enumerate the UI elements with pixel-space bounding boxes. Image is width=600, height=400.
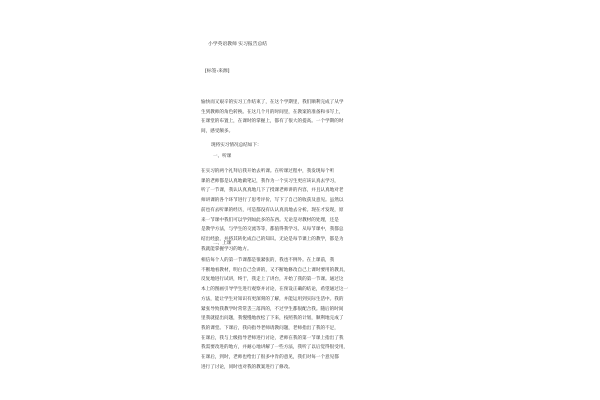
listening-line: 课的老师都是认真地做笔记，我作为一个实习生更应该认真去学习，: [201, 178, 339, 184]
teaching-line: 本上的图画引导学生进行观察并讨论，在预设正确的结论，希望通过这一: [201, 287, 349, 293]
listening-line: 来一节课中我们可以学到如此多的东西。无论是对教材的处理，还是: [201, 217, 339, 223]
teaching-line: 在课后，到时，老师也给出了很多中肯的意见，我们对每一个意见都: [201, 355, 339, 361]
teaching-line: 在课后，我与上级指导老师进行讨论，老师在我的第一节课上指出了我: [201, 335, 344, 341]
listening-line: 听了一节课，我认认真真地几下了授课老师讲的内容，并且认真地对老: [201, 188, 344, 194]
section-heading-listening: 一、听课: [213, 154, 232, 159]
intro-line: 间，感受颇多。: [201, 129, 234, 135]
intro-line: 生到教师的角色转换。在这几个月的时间里，在教案的准备和书写上，: [201, 109, 344, 115]
listening-line: 师讲课的各个环节进行了思考评价，写下了自己的收获及意见。虽然以: [201, 198, 344, 204]
lead-sentence: 现将实习情况总结如下：: [211, 143, 262, 148]
source-tag: [标签:来源]: [205, 69, 230, 74]
teaching-line: 相信每个人的第一节课都是很紧张的，我也不例外。在上课前，我: [201, 258, 335, 263]
teaching-line: 我需要改进的地方，并耐心地讲解了一些方法，我听了以后觉得很受用，: [201, 345, 349, 351]
teaching-line: 我的课堂。下课后，我向指导老师请教问题，老师指出了我的不足，: [201, 325, 339, 331]
document-title: 小学英语教师 实习报告总结: [208, 42, 268, 47]
intro-line: 在课堂的布置上，在课时的掌握上，都有了很大的提高。一个学期的时: [201, 119, 344, 125]
intro-line: 愉快而又艰辛的实习工作结束了，在这个学期里，我们顺利完成了从学: [201, 100, 344, 105]
intro-paragraph: [201, 98, 405, 137]
teaching-line: 不断地看教材，明白自己会讲的，又不断地修改自己上课时要用的教具，: [201, 267, 349, 273]
teaching-line: 紧张导致我教学时常常丢三落四的，不过学生都很配合我。随后的时间: [201, 306, 344, 312]
teaching-line: 进行了讨论，同时也对我的教案进行了修改。: [201, 364, 293, 370]
listening-line: 是教学方法，与学生的交流等等，都值得我学习。从每节课中，我都总: [201, 227, 344, 233]
section-heading-teaching: 二、上课: [213, 241, 232, 246]
listening-line: 结出经验，并将其转化成自己的知识。无论是每节课上的教学，都是为: [201, 236, 344, 242]
teaching-line: 反复地进行试讲，终于，我走上了讲台，开始了我的第一节课。通过这: [201, 277, 344, 283]
teaching-line: 方法，能让学生对知识有更深刻的了解，并能运用到实际生活中。我的: [201, 296, 344, 302]
listening-line: 我就能掌握学习的地方。: [201, 246, 252, 252]
teaching-paragraph: [201, 256, 405, 372]
listening-line: 在实习的两个礼拜后我开始去听课。在听课过程中，我发现每个听: [201, 169, 335, 174]
listening-line: 前也有去听课的经历，可是都没有认认真真地去分析。现在才发现，原: [201, 207, 344, 213]
teaching-line: 里我就提出问题，我慢慢地放松了下来，按照我的计划，顺利地完成了: [201, 316, 344, 322]
